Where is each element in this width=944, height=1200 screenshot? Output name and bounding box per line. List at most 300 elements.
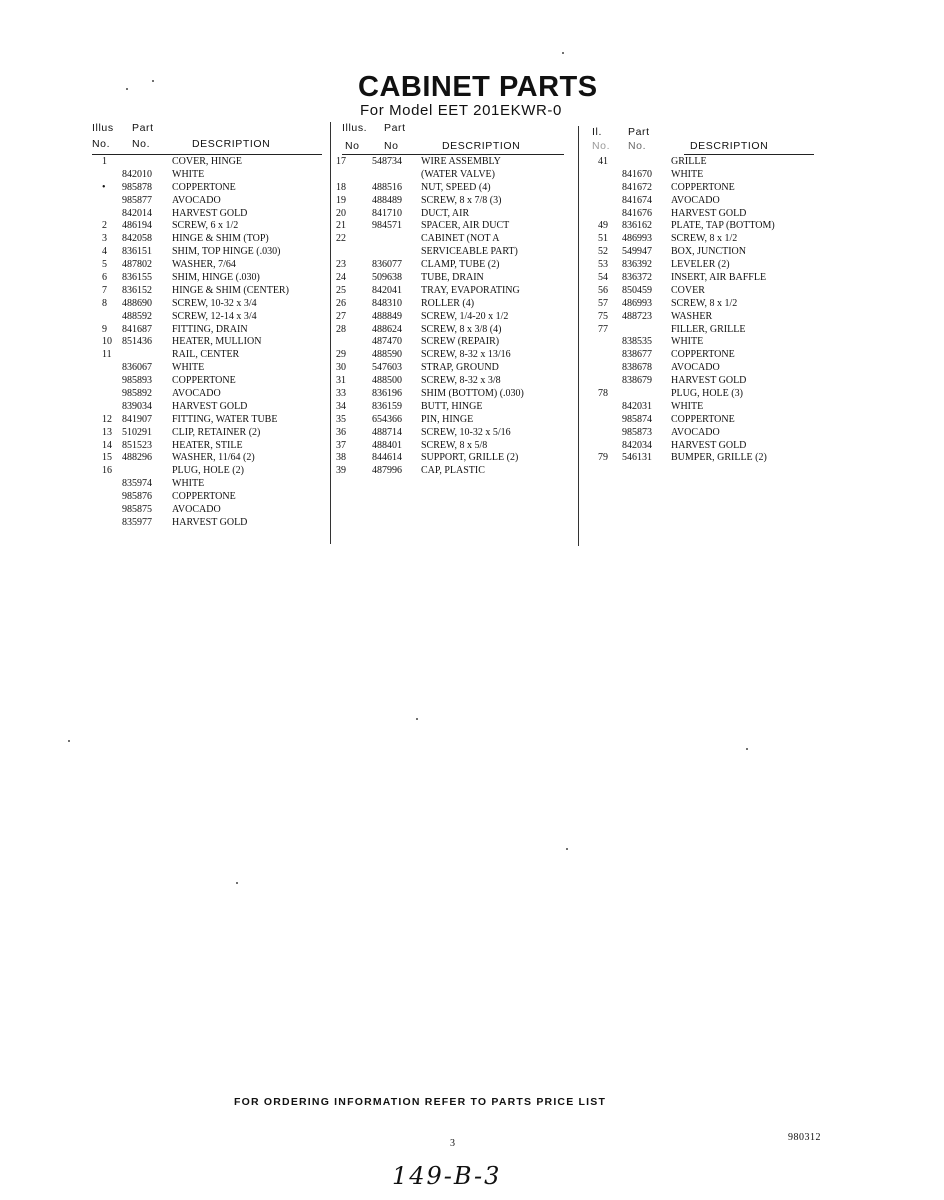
scan-speck: [126, 88, 128, 90]
description-header: DESCRIPTION: [690, 140, 769, 152]
part-description: PLUG, HOLE (2): [172, 465, 244, 477]
part-description: SCREW, 12-14 x 3/4: [172, 310, 257, 322]
header-rule: [342, 154, 564, 155]
parts-row: [342, 169, 564, 182]
parts-row: [336, 272, 564, 285]
handwritten-note: 149-B-3: [392, 1162, 502, 1190]
part-description: BUMPER, GRILLE (2): [671, 452, 767, 464]
scan-speck: [746, 748, 748, 750]
part-number: 509638: [372, 272, 402, 284]
parts-row: [92, 246, 322, 259]
parts-row: [336, 284, 564, 298]
illus-header-bottom: No.: [592, 140, 611, 152]
parts-row: [342, 336, 564, 349]
part-number: 839034: [122, 400, 152, 412]
scan-speck: [152, 80, 154, 82]
part-number: 841687: [122, 323, 152, 335]
illus-number: 23: [336, 259, 346, 271]
illus-number: 11: [102, 349, 112, 361]
part-description: STRAP, GROUND: [421, 362, 499, 374]
parts-row: [92, 156, 322, 169]
parts-row: [92, 427, 322, 440]
part-number: 488690: [122, 297, 152, 309]
part-number: 836152: [122, 284, 152, 296]
part-number: 486993: [622, 297, 652, 309]
part-number: 841907: [122, 413, 152, 425]
illus-header-top: Il.: [592, 126, 602, 138]
illus-number: 37: [336, 439, 346, 451]
part-header-bottom: No.: [628, 140, 647, 152]
parts-row: [92, 388, 322, 401]
parts-row: [92, 362, 322, 375]
part-number: 844614: [372, 452, 402, 464]
illus-number: 24: [336, 272, 346, 284]
parts-row: [592, 452, 814, 465]
part-number: 654366: [372, 413, 402, 425]
parts-rows: [336, 156, 564, 478]
part-description: SPACER, AIR DUCT: [421, 220, 510, 232]
part-description: HINGE & SHIM (CENTER): [172, 284, 289, 296]
part-number: 836077: [372, 259, 402, 271]
parts-row: [336, 233, 564, 246]
parts-row: [336, 413, 564, 427]
parts-row: [336, 207, 564, 221]
parts-row: [92, 375, 322, 388]
part-number: 547603: [372, 362, 402, 374]
part-number: 985892: [122, 388, 152, 400]
illus-number: 52: [598, 246, 608, 258]
parts-row: [592, 388, 814, 401]
part-number: 985877: [122, 194, 152, 206]
part-description: RAIL, CENTER: [172, 349, 240, 361]
part-header-bottom: No: [384, 140, 399, 152]
part-description: WHITE: [172, 478, 205, 490]
page-title: CABINET PARTS: [358, 71, 598, 103]
part-number: 836196: [372, 388, 402, 400]
parts-row: [592, 246, 814, 259]
column-divider: [578, 126, 579, 546]
parts-column-2: [336, 122, 564, 478]
parts-row: [92, 311, 322, 324]
illus-number: 29: [336, 349, 346, 361]
part-number: 984571: [372, 220, 402, 232]
part-number: 842058: [122, 233, 152, 245]
part-description: SHIM, HINGE (.030): [172, 272, 260, 284]
part-number: 841674: [622, 194, 652, 206]
parts-row: [592, 285, 814, 298]
part-description: HARVEST GOLD: [172, 516, 248, 528]
part-number: 486194: [122, 220, 152, 232]
parts-column-3: [592, 122, 814, 465]
parts-row: [336, 310, 564, 324]
part-description: AVOCADO: [671, 362, 720, 374]
part-description: SCREW, 1/4-20 x 1/2: [421, 310, 509, 322]
part-number: 985873: [622, 426, 652, 438]
parts-row: [336, 259, 564, 272]
parts-row: [592, 349, 814, 362]
parts-row: [92, 440, 322, 453]
scan-speck: [68, 740, 70, 742]
column-header: [592, 122, 814, 156]
part-description: WHITE: [671, 336, 704, 348]
parts-row: [92, 336, 322, 349]
part-number: 488723: [622, 310, 652, 322]
part-number: 836162: [622, 220, 652, 232]
part-description: SCREW, 8-32 x 13/16: [421, 349, 511, 361]
parts-row: [336, 181, 564, 195]
header-rule: [92, 154, 322, 155]
parts-row: [92, 298, 322, 311]
illus-number: 6: [102, 272, 107, 284]
part-number: 836392: [622, 259, 652, 271]
part-description: SERVICEABLE PART): [421, 246, 518, 258]
header-rule: [684, 154, 814, 155]
illus-number: 8: [102, 297, 107, 309]
parts-row: [92, 272, 322, 285]
part-header-top: Part: [628, 126, 650, 138]
illus-number: 53: [598, 259, 608, 271]
illus-number: 15: [102, 452, 112, 464]
illus-number: 22: [336, 233, 346, 245]
part-description: SHIM (BOTTOM) (.030): [421, 388, 524, 400]
part-number: 488516: [372, 181, 402, 193]
part-number: 838677: [622, 349, 652, 361]
parts-row: [592, 336, 814, 349]
part-description: BUTT, HINGE: [421, 400, 483, 412]
parts-row: [592, 259, 814, 272]
part-description: HARVEST GOLD: [671, 375, 747, 387]
parts-row: [592, 414, 814, 427]
document-number: 980312: [788, 1132, 821, 1143]
part-number: 836372: [622, 272, 652, 284]
illus-number: 7: [102, 284, 107, 296]
parts-row: [336, 439, 564, 453]
parts-row: [592, 311, 814, 324]
part-number: 842041: [372, 284, 402, 296]
parts-row: [336, 375, 564, 388]
part-number: 488590: [372, 349, 402, 361]
parts-row: [592, 324, 814, 337]
parts-row: [92, 504, 322, 517]
parts-row: [592, 298, 814, 311]
illus-number: 16: [102, 465, 112, 477]
part-number: 548734: [372, 156, 402, 167]
part-number: 851523: [122, 439, 152, 451]
part-description: WASHER, 11/64 (2): [172, 452, 255, 464]
scan-speck: [416, 718, 418, 720]
part-number: 841672: [622, 181, 652, 193]
part-description: LEVELER (2): [671, 259, 730, 271]
parts-rows: [92, 156, 322, 530]
part-description: AVOCADO: [172, 194, 221, 206]
column-divider: [330, 122, 331, 544]
part-description: WHITE: [671, 400, 704, 412]
illus-number: 25: [336, 284, 346, 296]
part-description: BOX, JUNCTION: [671, 246, 746, 258]
parts-row: [336, 388, 564, 401]
parts-row: [92, 491, 322, 504]
part-number: 487470: [372, 336, 402, 348]
part-description: SCREW, 6 x 1/2: [172, 220, 239, 232]
part-description: HARVEST GOLD: [671, 207, 747, 219]
parts-row: [592, 427, 814, 440]
parts-row: [92, 208, 322, 221]
part-number: 836067: [122, 362, 152, 374]
part-description: TUBE, DRAIN: [421, 272, 484, 284]
parts-row: [92, 465, 322, 478]
illus-number: 10: [102, 336, 112, 348]
parts-row: [342, 246, 564, 259]
part-number: 488296: [122, 452, 152, 464]
parts-row: [592, 169, 814, 182]
illus-number: 38: [336, 452, 346, 464]
part-number: 848310: [372, 297, 402, 309]
illus-number: 13: [102, 426, 112, 438]
part-number: 836155: [122, 272, 152, 284]
parts-row: [592, 375, 814, 388]
part-description: COPPERTONE: [671, 413, 735, 425]
parts-row: [92, 195, 322, 208]
illus-number: •: [102, 181, 106, 193]
parts-column-1: [92, 122, 322, 530]
part-description: COPPERTONE: [671, 349, 735, 361]
part-description: HINGE & SHIM (TOP): [172, 233, 269, 245]
part-description: WHITE: [671, 168, 704, 180]
illus-number: 79: [598, 452, 608, 464]
illus-number: 30: [336, 362, 346, 374]
parts-row: [92, 324, 322, 337]
illus-number: 41: [598, 156, 608, 167]
part-description: PIN, HINGE: [421, 413, 474, 425]
parts-row: [336, 362, 564, 375]
parts-row: [92, 220, 322, 233]
part-number: 841710: [372, 207, 402, 219]
parts-row: [592, 362, 814, 375]
parts-row: [92, 517, 322, 530]
part-description: SCREW, 8 x 7/8 (3): [421, 194, 502, 206]
parts-row: [592, 182, 814, 195]
parts-row: [336, 156, 564, 169]
part-number: 488714: [372, 426, 402, 438]
illus-number: 12: [102, 413, 112, 425]
part-number: 842034: [622, 439, 652, 451]
part-description: COPPERTONE: [172, 375, 236, 387]
part-number: 487996: [372, 465, 402, 477]
parts-row: [92, 401, 322, 414]
scan-speck: [562, 52, 564, 54]
part-description: CLAMP, TUBE (2): [421, 259, 500, 271]
part-number: 838678: [622, 362, 652, 374]
parts-row: [336, 323, 564, 337]
part-description: FITTING, WATER TUBE: [172, 413, 278, 425]
illus-number: 49: [598, 220, 608, 232]
illus-number: 19: [336, 194, 346, 206]
part-description: SCREW (REPAIR): [421, 336, 500, 348]
part-description: COPPERTONE: [172, 181, 236, 193]
part-description: SUPPORT, GRILLE (2): [421, 452, 519, 464]
part-number: 486993: [622, 233, 652, 245]
part-number: 836159: [372, 400, 402, 412]
part-number: 488592: [122, 310, 152, 322]
illus-number: 78: [598, 388, 608, 400]
description-header: DESCRIPTION: [442, 140, 521, 152]
part-number: 838679: [622, 375, 652, 387]
illus-header-bottom: No.: [92, 138, 111, 150]
illus-number: 34: [336, 400, 346, 412]
illus-number: 20: [336, 207, 346, 219]
illus-number: 27: [336, 310, 346, 322]
part-number: 851436: [122, 336, 152, 348]
part-description: WHITE: [172, 168, 205, 180]
parts-row: [92, 349, 322, 362]
part-number: 549947: [622, 246, 652, 258]
part-description: SCREW, 8 x 5/8: [421, 439, 488, 451]
part-number: 985876: [122, 491, 152, 503]
part-description: HARVEST GOLD: [172, 207, 248, 219]
part-number: 850459: [622, 284, 652, 296]
illus-number: 14: [102, 439, 112, 451]
part-description: AVOCADO: [671, 426, 720, 438]
parts-row: [92, 233, 322, 246]
part-description: SCREW, 8 x 3/8 (4): [421, 323, 502, 335]
illus-number: 5: [102, 259, 107, 271]
part-number: 985878: [122, 181, 152, 193]
part-description: COPPERTONE: [671, 181, 735, 193]
illus-number: 1: [102, 156, 107, 167]
part-description: COVER: [671, 284, 705, 296]
parts-row: [92, 452, 322, 465]
part-description: SHIM, TOP HINGE (.030): [172, 246, 281, 258]
part-number: 841676: [622, 207, 652, 219]
parts-row: [336, 452, 564, 465]
part-description: WIRE ASSEMBLY: [421, 156, 501, 167]
part-description: WHITE: [172, 362, 205, 374]
part-description: HEATER, STILE: [172, 439, 243, 451]
part-number: 841670: [622, 168, 652, 180]
illus-number: 56: [598, 284, 608, 296]
illus-number: 39: [336, 465, 346, 477]
parts-row: [592, 233, 814, 246]
part-description: PLUG, HOLE (3): [671, 388, 743, 400]
part-number: 488849: [372, 310, 402, 322]
part-header-top: Part: [384, 122, 406, 134]
parts-row: [336, 400, 564, 414]
part-number: 488489: [372, 194, 402, 206]
illus-number: 9: [102, 323, 107, 335]
part-description: CABINET (NOT A: [421, 233, 500, 245]
parts-row: [592, 208, 814, 221]
illus-number: 28: [336, 323, 346, 335]
part-description: TRAY, EVAPORATING: [421, 284, 520, 296]
part-number: 842010: [122, 168, 152, 180]
part-description: AVOCADO: [172, 504, 221, 516]
part-header-top: Part: [132, 122, 154, 134]
part-number: 510291: [122, 426, 152, 438]
part-description: HARVEST GOLD: [172, 400, 248, 412]
scan-speck: [236, 882, 238, 884]
part-description: PLATE, TAP (BOTTOM): [671, 220, 775, 232]
parts-row: [92, 259, 322, 272]
illus-number: 33: [336, 388, 346, 400]
parts-row: [592, 440, 814, 453]
illus-number: 51: [598, 233, 608, 245]
part-number: 836151: [122, 246, 152, 258]
part-header-bottom: No.: [132, 138, 151, 150]
part-number: 842014: [122, 207, 152, 219]
part-description: SCREW, 8 x 1/2: [671, 233, 738, 245]
illus-number: 77: [598, 323, 608, 335]
illus-number: 21: [336, 220, 346, 232]
part-description: NUT, SPEED (4): [421, 181, 491, 193]
part-description: SCREW, 10-32 x 3/4: [172, 297, 257, 309]
illus-number: 18: [336, 181, 346, 193]
part-description: COVER, HINGE: [172, 156, 242, 167]
part-description: SCREW, 8-32 x 3/8: [421, 375, 501, 387]
parts-row: [592, 401, 814, 414]
illus-header-top: Illus: [92, 122, 114, 134]
column-header: [342, 122, 564, 156]
part-description: AVOCADO: [671, 194, 720, 206]
parts-row: [336, 465, 564, 478]
part-description: SCREW, 8 x 1/2: [671, 297, 738, 309]
part-description: CLIP, RETAINER (2): [172, 426, 261, 438]
part-description: CAP, PLASTIC: [421, 465, 485, 477]
part-description: GRILLE: [671, 156, 707, 167]
part-description: ROLLER (4): [421, 297, 475, 309]
parts-row: [336, 349, 564, 362]
part-number: 985874: [622, 413, 652, 425]
ordering-footer: FOR ORDERING INFORMATION REFER TO PARTS PRICE LIST: [234, 1096, 607, 1108]
parts-row: [336, 194, 564, 208]
illus-number: 17: [336, 156, 346, 167]
part-number: 488500: [372, 375, 402, 387]
illus-number: 75: [598, 310, 608, 322]
parts-row: [592, 156, 814, 169]
column-header: [92, 122, 322, 156]
parts-row: [592, 272, 814, 285]
part-number: 546131: [622, 452, 652, 464]
part-description: INSERT, AIR BAFFLE: [671, 272, 767, 284]
part-description: DUCT, AIR: [421, 207, 470, 219]
part-number: 985875: [122, 504, 152, 516]
part-number: 985893: [122, 375, 152, 387]
part-description: AVOCADO: [172, 388, 221, 400]
parts-row: [592, 220, 814, 233]
parts-row: [336, 220, 564, 233]
parts-row: [336, 297, 564, 311]
illus-number: 26: [336, 297, 346, 309]
parts-row: [92, 285, 322, 298]
illus-number: 35: [336, 413, 346, 425]
part-number: 842031: [622, 400, 652, 412]
parts-row: [92, 414, 322, 427]
page-subtitle: For Model EET 201EKWR-0: [360, 102, 562, 119]
description-header: DESCRIPTION: [192, 138, 271, 150]
part-number: 835977: [122, 516, 152, 528]
parts-row: [92, 478, 322, 491]
part-description: WASHER, 7/64: [172, 259, 236, 271]
part-description: FILLER, GRILLE: [671, 323, 746, 335]
parts-rows: [592, 156, 814, 465]
illus-number: 57: [598, 297, 608, 309]
parts-row: [336, 426, 564, 440]
illus-number: 2: [102, 220, 107, 232]
illus-header-top: Illus.: [342, 122, 368, 134]
part-description: COPPERTONE: [172, 491, 236, 503]
parts-row: [92, 182, 322, 195]
illus-number: 4: [102, 246, 107, 258]
part-number: 835974: [122, 478, 152, 490]
